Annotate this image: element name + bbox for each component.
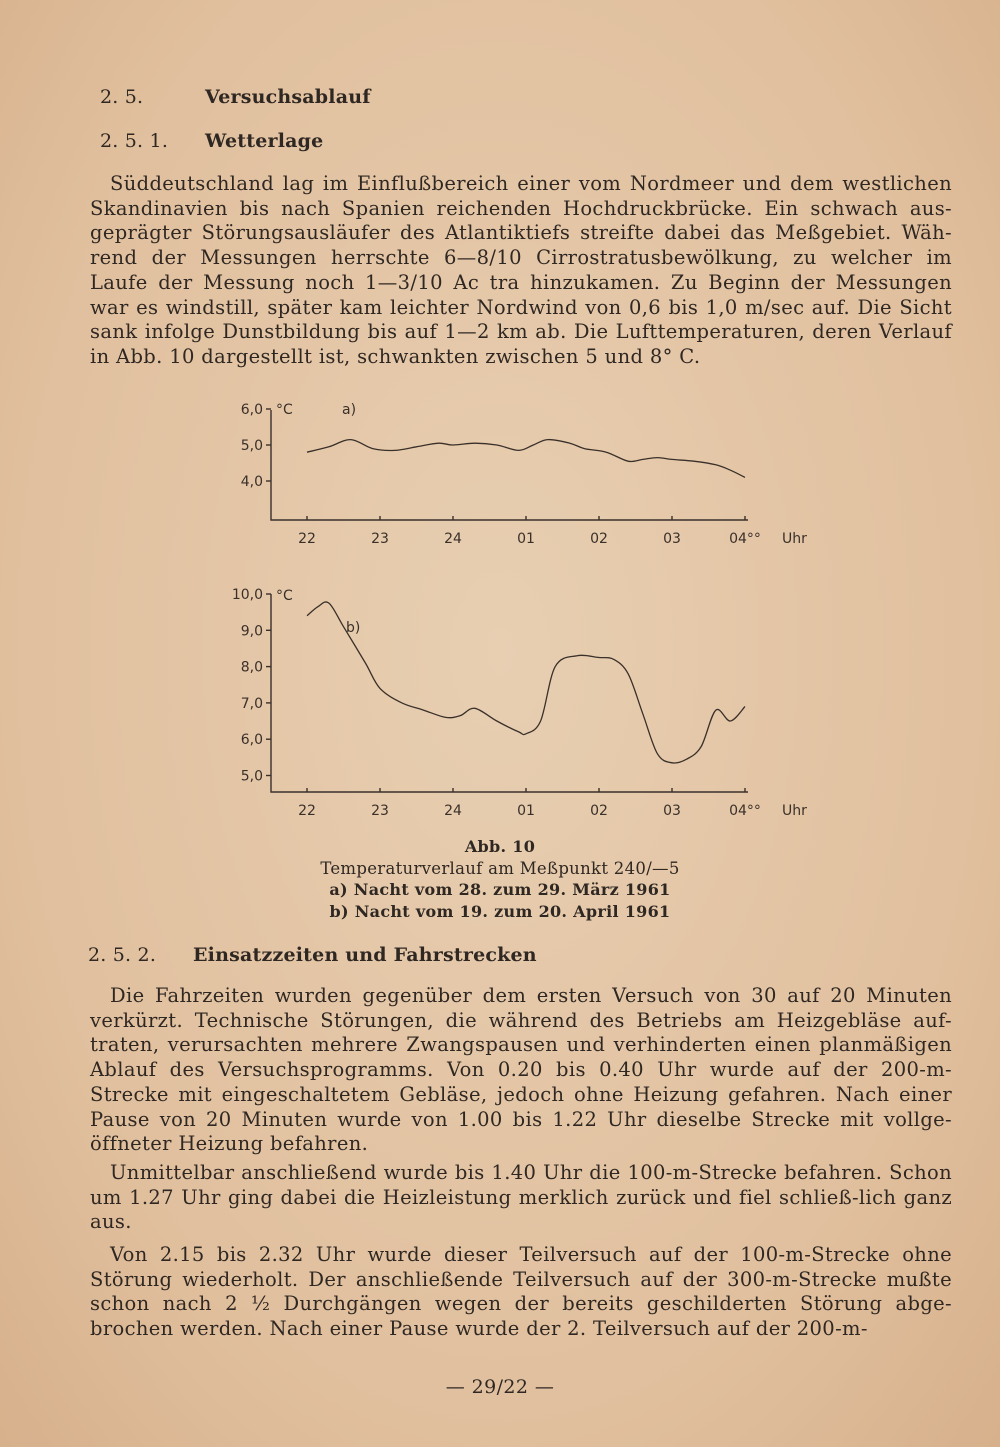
a-y-tick-label: 4,0	[240, 474, 263, 490]
caption-line-a: a) Nacht vom 28. zum 29. März 1961	[329, 880, 671, 899]
paragraph-text: Süddeutschland lag im Einflußbereich einer vom Nordmeer und dem westlichen Skandinavien bis nach Spanien reichenden Hochdruckbrücke. Ein schwach aus-geprägter Störungsausläufer des Atlantiktiefs streifte dabei das Meßgebiet. Wäh-rend der Messungen herrschte 6—8/10 Cirrostratusbewölkung, zu welcher im Laufe der Messung noch 1—3/10 Ac tra hinzukamen. Zu Beginn der Messungen war es windstill, später kam leichter Nordwind von 0,6 bis 1,0 m/sec auf. Die Sicht sank infolge Dunstbildung bis auf 1—2 km ab. Die Lufttemperaturen, deren Verlauf in Abb. 10 dargestellt ist, schwankten zwischen 5 und 8° C.	[90, 172, 952, 368]
paragraph-text: Unmittelbar anschließend wurde bis 1.40 Uhr die 100-m-Strecke befahren. Schon um 1.27 Uhr ging dabei die Heizleistung merklich zurück und fiel schließ-lich ganz aus.	[90, 1161, 952, 1234]
caption-title: Temperaturverlauf am Meßpunkt 240/—5	[320, 858, 680, 878]
b-x-tick-label: 01	[517, 803, 535, 819]
temperature-chart-a	[220, 392, 820, 562]
section-number: 2. 5.	[100, 86, 144, 108]
b-y-tick-label: 6,0	[240, 732, 263, 749]
b-x-tick-label: 03	[663, 803, 681, 819]
section-title: Einsatzzeiten und Fahrstrecken	[193, 944, 537, 966]
chart-a-y-ticks	[241, 402, 271, 490]
a-x-tick-label: 02	[590, 531, 608, 547]
caption-label: Abb. 10	[464, 837, 536, 856]
paragraph-text: Die Fahrzeiten wurden gegenüber dem ersten Versuch von 30 auf 20 Minuten verkürzt. Technische Störungen, die während des Betriebs am Heizgebläse auf-traten, verursachten mehrere Zwangspausen und verhinderten einen planmäßigen Ablauf des Versuchsprogramms. Von 0.20 bis 0.40 Uhr wurde auf der 200-m-Strecke mit eingeschaltetem Gebläse, jedoch ohne Heizung gefahren. Nach einer Pause von 20 Minuten wurde von 1.00 bis 1.22 Uhr dieselbe Strecke mit vollge-öffneter Heizung befahren.	[90, 984, 952, 1156]
chart-b-y-ticks	[232, 587, 271, 785]
temperature-chart-b	[220, 582, 820, 827]
paragraph-schedule	[90, 984, 952, 1157]
section-number: 2. 5. 2.	[88, 944, 157, 966]
section-number: 2. 5. 1.	[100, 130, 169, 152]
paragraph-text: Von 2.15 bis 2.32 Uhr wurde dieser Teilversuch auf der 100-m-Strecke ohne Störung wiederholt. Der anschließende Teilversuch auf der 300-m-Strecke mußte schon nach 2 ½ Durchgängen wegen der bereits geschilderten Störung abge-brochen werden. Nach einer Pause wurde der 2. Teilversuch auf der 200-m-	[90, 1243, 952, 1341]
b-x-tick-label: 04°°	[729, 803, 761, 819]
chart-a-axes	[271, 410, 748, 520]
a-y-tick-label: 5,0	[240, 438, 263, 454]
b-y-tick-label: 5,0	[240, 768, 263, 785]
b-x-tick-label: 24	[444, 803, 462, 819]
paragraph-repeat	[90, 1243, 952, 1342]
a-x-tick-label: 03	[663, 531, 681, 547]
chart-a-panel-label: a)	[342, 402, 357, 418]
a-y-tick-label: 6,0	[240, 402, 263, 418]
chart-a-x-unit: Uhr	[782, 531, 807, 547]
caption-line-b: b) Nacht vom 19. zum 20. April 1961	[329, 901, 671, 921]
paragraph-100m	[90, 1161, 952, 1235]
chart-b-series-line	[307, 602, 745, 763]
b-x-tick-label: 23	[371, 803, 389, 819]
chart-a-unit: °C	[276, 402, 293, 418]
a-x-tick-label: 24	[444, 531, 462, 547]
section-title: Wetterlage	[205, 130, 324, 152]
page-number: — 29/22 —	[445, 1376, 555, 1398]
figure-caption	[250, 836, 750, 922]
a-x-tick-label: 23	[371, 531, 389, 547]
chart-b-panel-label: b)	[346, 620, 361, 636]
chart-a-series-line	[307, 440, 745, 478]
b-x-tick-label: 22	[298, 803, 316, 819]
b-y-tick-label: 8,0	[240, 659, 263, 676]
chart-b-x-unit: Uhr	[782, 803, 807, 819]
b-x-tick-label: 02	[590, 803, 608, 819]
section-heading-2-5-2	[88, 944, 537, 966]
a-x-tick-label: 01	[517, 531, 535, 547]
b-y-tick-label: 9,0	[240, 623, 263, 640]
section-title: Versuchsablauf	[205, 86, 371, 108]
section-heading-2-5	[100, 86, 371, 108]
section-heading-2-5-1	[100, 130, 324, 152]
b-y-tick-label: 10,0	[231, 587, 263, 603]
a-x-tick-label: 22	[298, 531, 316, 547]
chart-b-unit: °C	[276, 588, 293, 604]
b-y-tick-label: 7,0	[240, 695, 263, 712]
a-x-tick-label: 04°°	[729, 531, 761, 547]
paragraph-weather	[90, 172, 952, 370]
